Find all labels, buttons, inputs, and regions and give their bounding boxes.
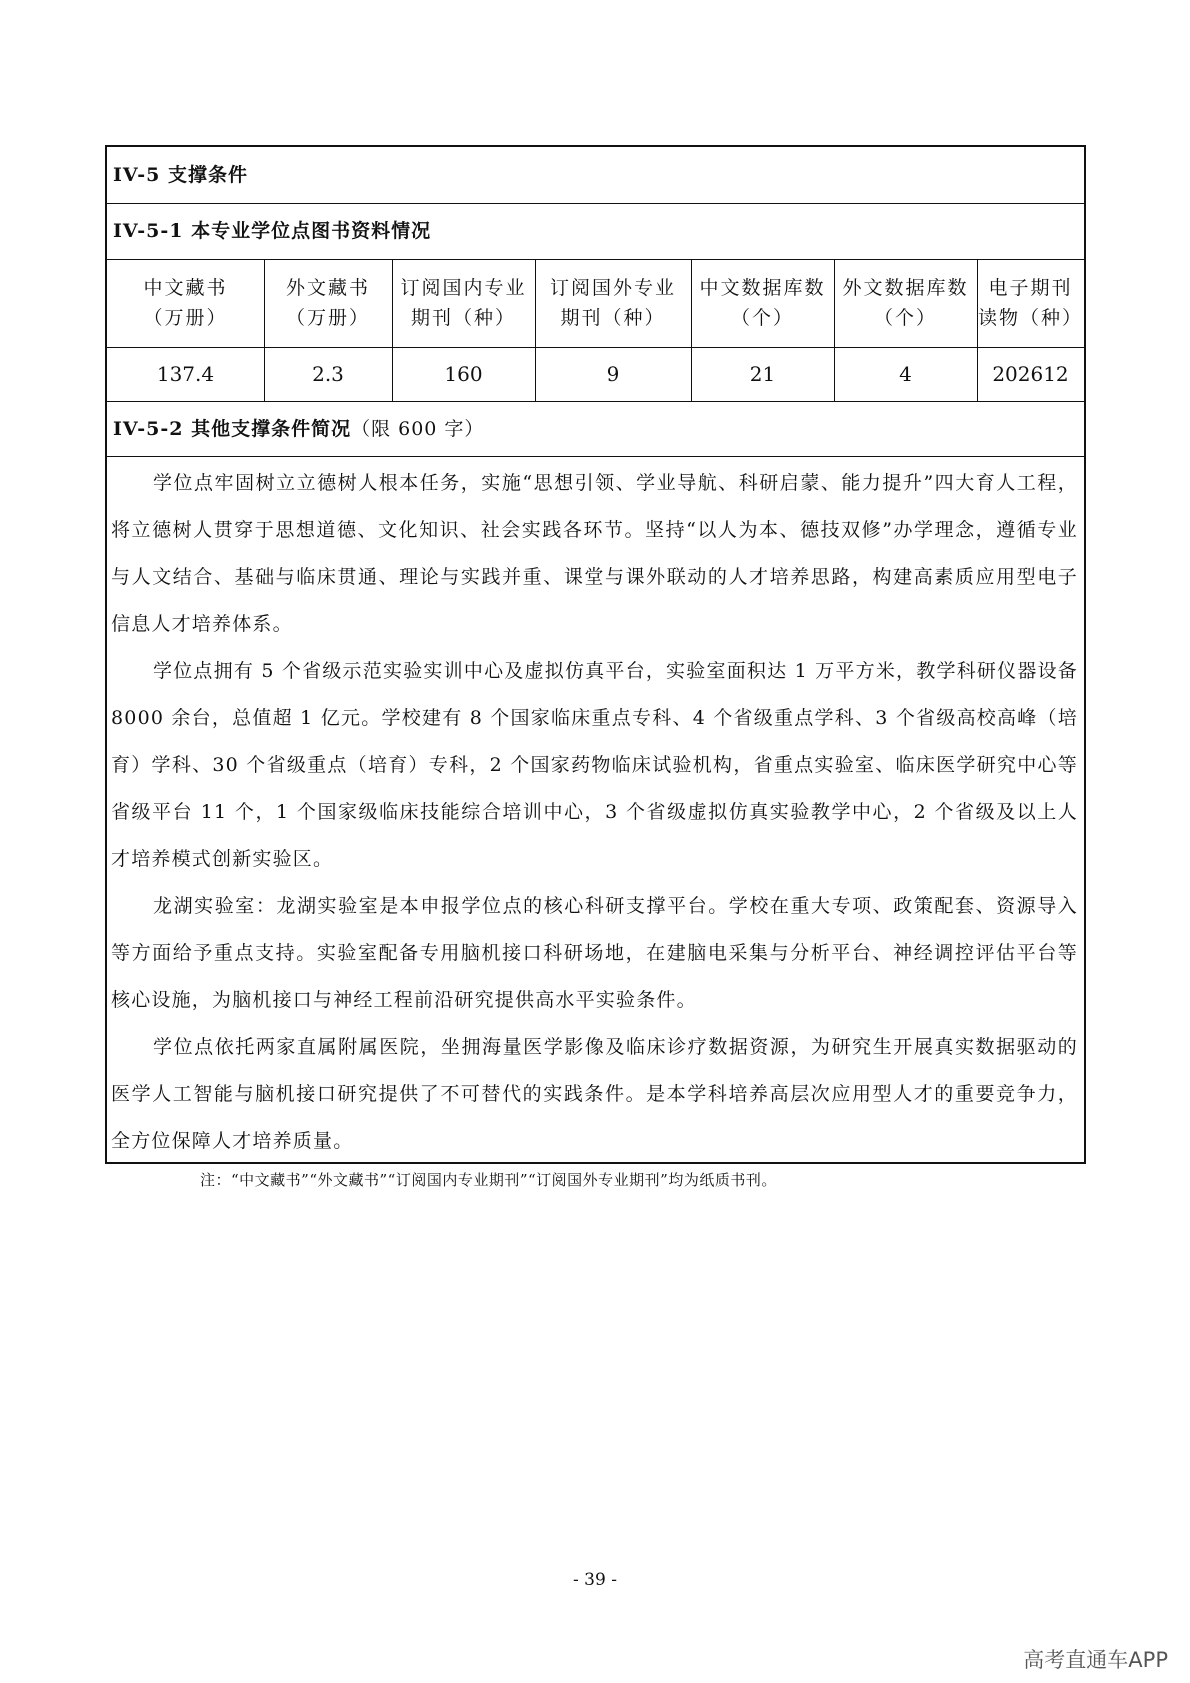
divider — [107, 401, 1084, 402]
value-foreign-books: 2.3 — [312, 362, 344, 386]
paragraph-4: 学位点依托两家直属附属医院，坐拥海量医学影像及临床诊疗数据资源，为研究生开展真实数据驱动的医学人工智能与脑机接口研究提供了不可替代的实践条件。是本学科培养高层次应用型人才的重要竞争力，全方位保障人才培养质量。 — [111, 1036, 1078, 1152]
header-foreign-journals: 订阅国外专业 期刊（种） — [549, 277, 676, 329]
paragraph-1: 学位点牢固树立立德树人根本任务，实施“思想引领、学业导航、科研启蒙、能力提升”四大育人工程，将立德树人贯穿于思想道德、文化知识、社会实践各环节。坚持“以人为本、德技双修”办学理念，遵循专业与人文结合、基础与临床贯通、理论与实践并重、课堂与课外联动的人才培养思路，构建高素质应用型电子信息人才培养体系。 — [111, 472, 1078, 635]
column-divider — [535, 259, 536, 401]
subsection2-title: IV-5-2 其他支撑条件简况（限 600 字） — [113, 418, 485, 440]
header-chinese-books: 中文藏书 （万册） — [143, 277, 228, 329]
column-divider — [977, 259, 978, 401]
value-chinese-databases: 21 — [749, 362, 776, 386]
header-foreign-databases: 外文数据库数 （个） — [842, 277, 969, 329]
column-divider — [264, 259, 265, 401]
watermark: 高考直通车APP — [1023, 1648, 1168, 1672]
value-foreign-databases: 4 — [899, 362, 912, 386]
paragraph-2: 学位点拥有 5 个省级示范实验实训中心及虚拟仿真平台，实验室面积达 1 万平方米，教学科研仪器设备 8000 余台，总值超 1 亿元。学校建有 8 个国家临床重点专科、4 个省级重点学科、3 个省级高校高峰（培育）学科、30 个省级重点（培育）专科，2 个国家药物临床试验机构，省重点实验室、临床医学研究中心等省级平台 11 个，1 个国家级临床技能综合培训中心，3 个省级虚拟仿真实验教学中心，2 个省级及以上人才培养模式创新实验区。 — [111, 660, 1078, 870]
word-limit: （限 600 字） — [351, 418, 485, 440]
page-number: - 39 - — [573, 1570, 617, 1590]
value-foreign-journals: 9 — [606, 362, 620, 386]
subsection1-title: IV-5-1 本专业学位点图书资料情况 — [113, 220, 432, 242]
header-chinese-databases: 中文数据库数 （个） — [699, 277, 826, 329]
column-divider — [392, 259, 393, 401]
header-foreign-books: 外文藏书 （万册） — [285, 277, 370, 329]
column-divider — [834, 259, 835, 401]
divider — [107, 456, 1084, 457]
column-divider — [691, 259, 692, 401]
table-note: 注：“中文藏书”“外文藏书”“订阅国内专业期刊”“订阅国外专业期刊”均为纸质书刊。 — [200, 1171, 777, 1189]
divider — [107, 203, 1084, 204]
paragraph-3: 龙湖实验室：龙湖实验室是本申报学位点的核心科研支撑平台。学校在重大专项、政策配套、资源导入等方面给予重点支持。实验室配备专用脑机接口科研场地，在建脑电采集与分析平台、神经调控评估平台等核心设施，为脑机接口与神经工程前沿研究提供高水平实验条件。 — [111, 895, 1078, 1011]
support-conditions-table — [105, 145, 1086, 1164]
value-e-journals: 202612 — [992, 362, 1069, 386]
header-domestic-journals: 订阅国内专业 期刊（种） — [400, 277, 527, 329]
header-e-journals: 电子期刊 读物（种） — [977, 277, 1083, 329]
value-domestic-journals: 160 — [444, 362, 483, 386]
value-chinese-books: 137.4 — [156, 362, 215, 386]
section-title: IV-5 支撑条件 — [113, 164, 248, 186]
